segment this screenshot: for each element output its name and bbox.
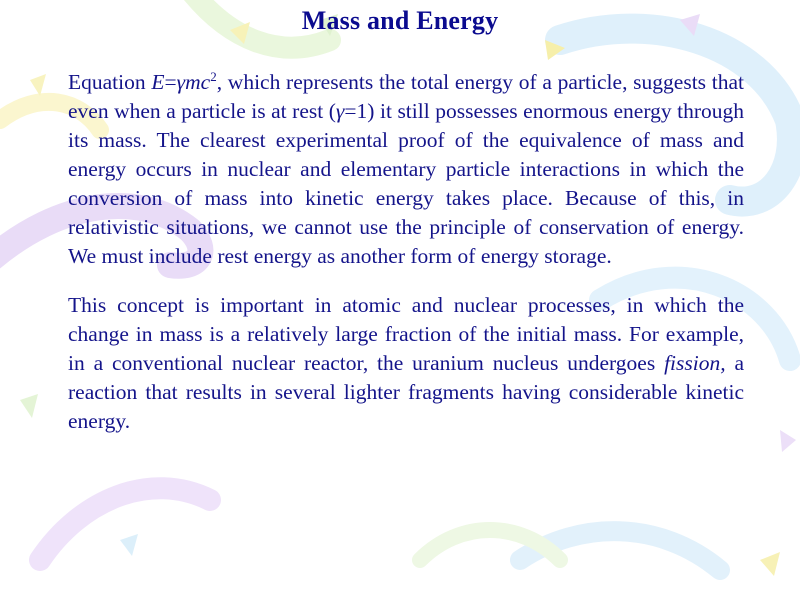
confetti-yellow-3: [30, 74, 46, 96]
p1-rest: ) it still possesses enormous energy through its mass. The clearest experimental proof of the equivalence of mass and energy occurs in nuclear and elementary particle interactions in which the conversion of mass into kinetic energy takes place. Because of this, in relativistic situations, we cannot use the principle of conservation of energy. We must include rest energy as another form of energy storage.: [68, 99, 745, 268]
page-title: Mass and Energy: [301, 6, 499, 35]
p2-after: a reaction that results in several lighter fragments having considerable kinetic energy.: [68, 351, 744, 433]
p2-before: This concept is important in atomic and nuclear processes, in which the change in mass is a relatively large fraction of the initial mass. For example, in a conventional nuclear reactor, the uranium nucleus undergoes: [68, 293, 744, 375]
gamma-symbol: γ: [335, 99, 345, 123]
paragraph-2: [68, 291, 744, 436]
equation: [151, 70, 216, 94]
p1-intro: Equation: [68, 70, 152, 94]
body-text: [68, 68, 744, 436]
confetti-yellow-4: [760, 552, 780, 576]
eq-exponent: 2: [210, 68, 217, 84]
streamer-purple-bottom: [40, 488, 210, 560]
confetti-purple-2: [780, 430, 796, 452]
gamma-value: =1: [344, 99, 368, 123]
p2-emphasis-fission: fission,: [664, 351, 726, 375]
paragraph-1: [68, 68, 744, 271]
confetti-blue-1: [120, 534, 138, 556]
confetti-green-2: [20, 394, 38, 418]
p1-after-equation: , which represents the total energy of a particle, suggests that even when a particle is at rest (: [68, 70, 744, 123]
eq-equals: =: [164, 70, 177, 94]
eq-gamma-m-c: γmc: [176, 70, 211, 94]
eq-energy-symbol: E: [151, 70, 165, 94]
